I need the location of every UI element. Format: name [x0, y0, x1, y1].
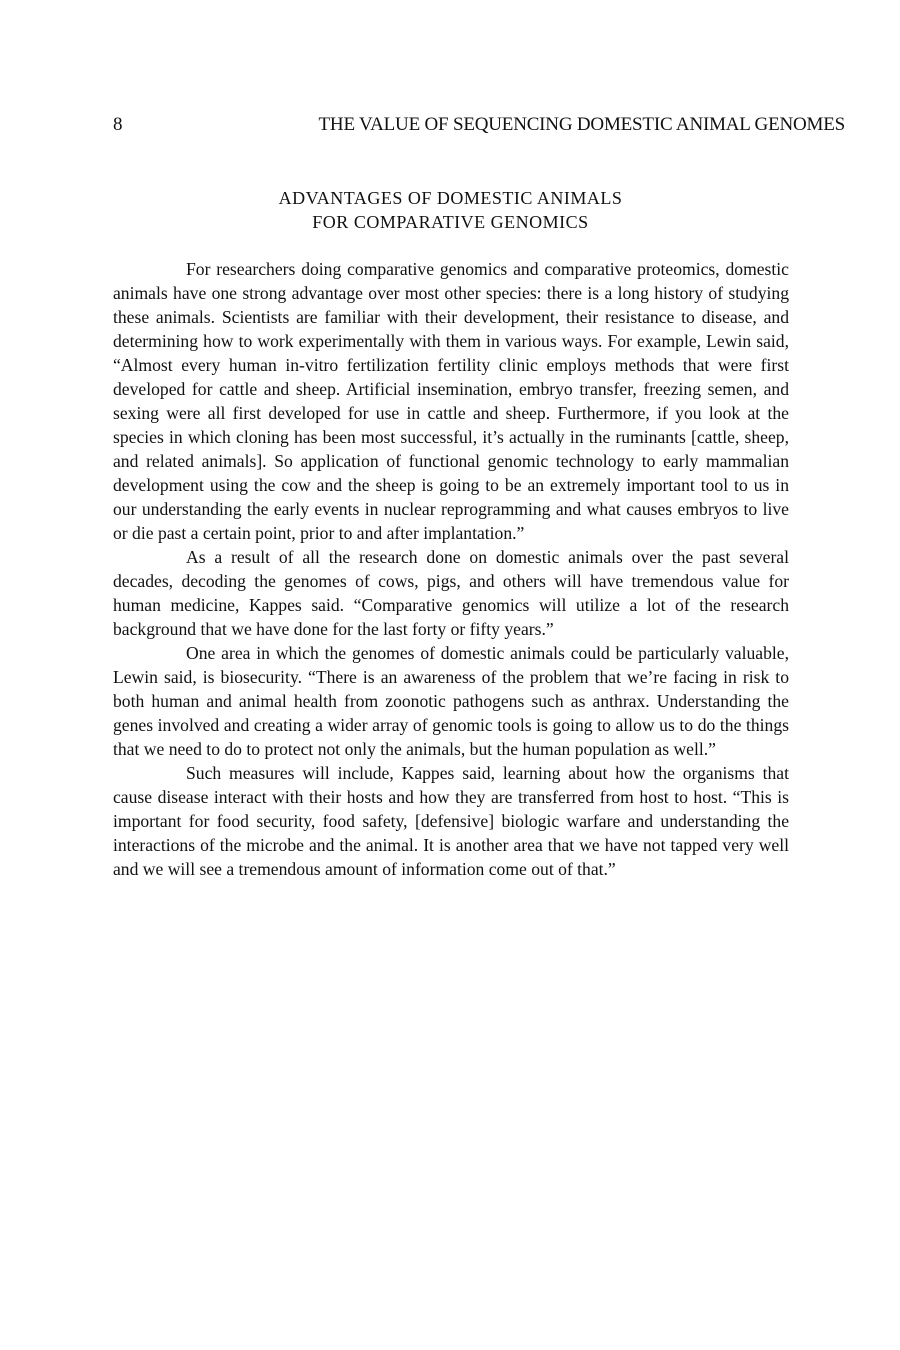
section-heading-line-1: ADVANTAGES OF DOMESTIC ANIMALS: [278, 188, 623, 208]
section-heading-line-2: FOR COMPARATIVE GENOMICS: [312, 212, 589, 232]
running-head: THE VALUE OF SEQUENCING DOMESTIC ANIMAL GENOMES: [318, 114, 845, 135]
page-number: 8: [113, 114, 123, 135]
paragraph: One area in which the genomes of domestic animals could be particularly valuable, Lewin said, is biosecurity. “There is an awareness of the problem that we’re facing in risk to both human and animal health from zoonotic pathogens such as anthrax. Understanding the genes involved and creating a wider array of genomic tools is going to allow us to do the things that we need to do to protect not only the animals, but the human population as well.”: [113, 643, 789, 759]
paragraph: As a result of all the research done on domestic animals over the past several decades, decoding the genomes of cows, pigs, and others will have tremendous value for human medicine, Kappes said. “Comparative genomics will utilize a lot of the research background that we have done for the last forty or fifty years.”: [113, 547, 789, 639]
body-text: [113, 257, 789, 881]
paragraph: For researchers doing comparative genomics and comparative proteomics, domestic animals have one strong advantage over most other species: there is a long history of studying these animals. Scientists are familiar with their development, their resistance to disease, and determining how to work experimentally with them in various ways. For example, Lewin said, “Almost every human in-vitro fertilization fertility clinic employs methods that were first developed for cattle and sheep. Artificial insemination, embryo transfer, freezing semen, and sexing were all first developed for use in cattle and sheep. Furthermore, if you look at the species in which cloning has been most successful, it’s actually in the ruminants [cattle, sheep, and related animals]. So application of functional genomic technology to early mammalian development using the cow and the sheep is going to be an extremely important tool to us in our understanding the early events in nuclear reprogramming and what causes embryos to live or die past a certain point, prior to and after implantation.”: [113, 259, 789, 543]
section-heading: [113, 186, 788, 234]
paragraph: Such measures will include, Kappes said, learning about how the organisms that cause disease interact with their hosts and how they are transferred from host to host. “This is important for food security, food safety, [defensive] biologic warfare and understanding the interactions of the microbe and the animal. It is another area that we have not tapped very well and we will see a tremendous amount of information come out of that.”: [113, 763, 789, 879]
